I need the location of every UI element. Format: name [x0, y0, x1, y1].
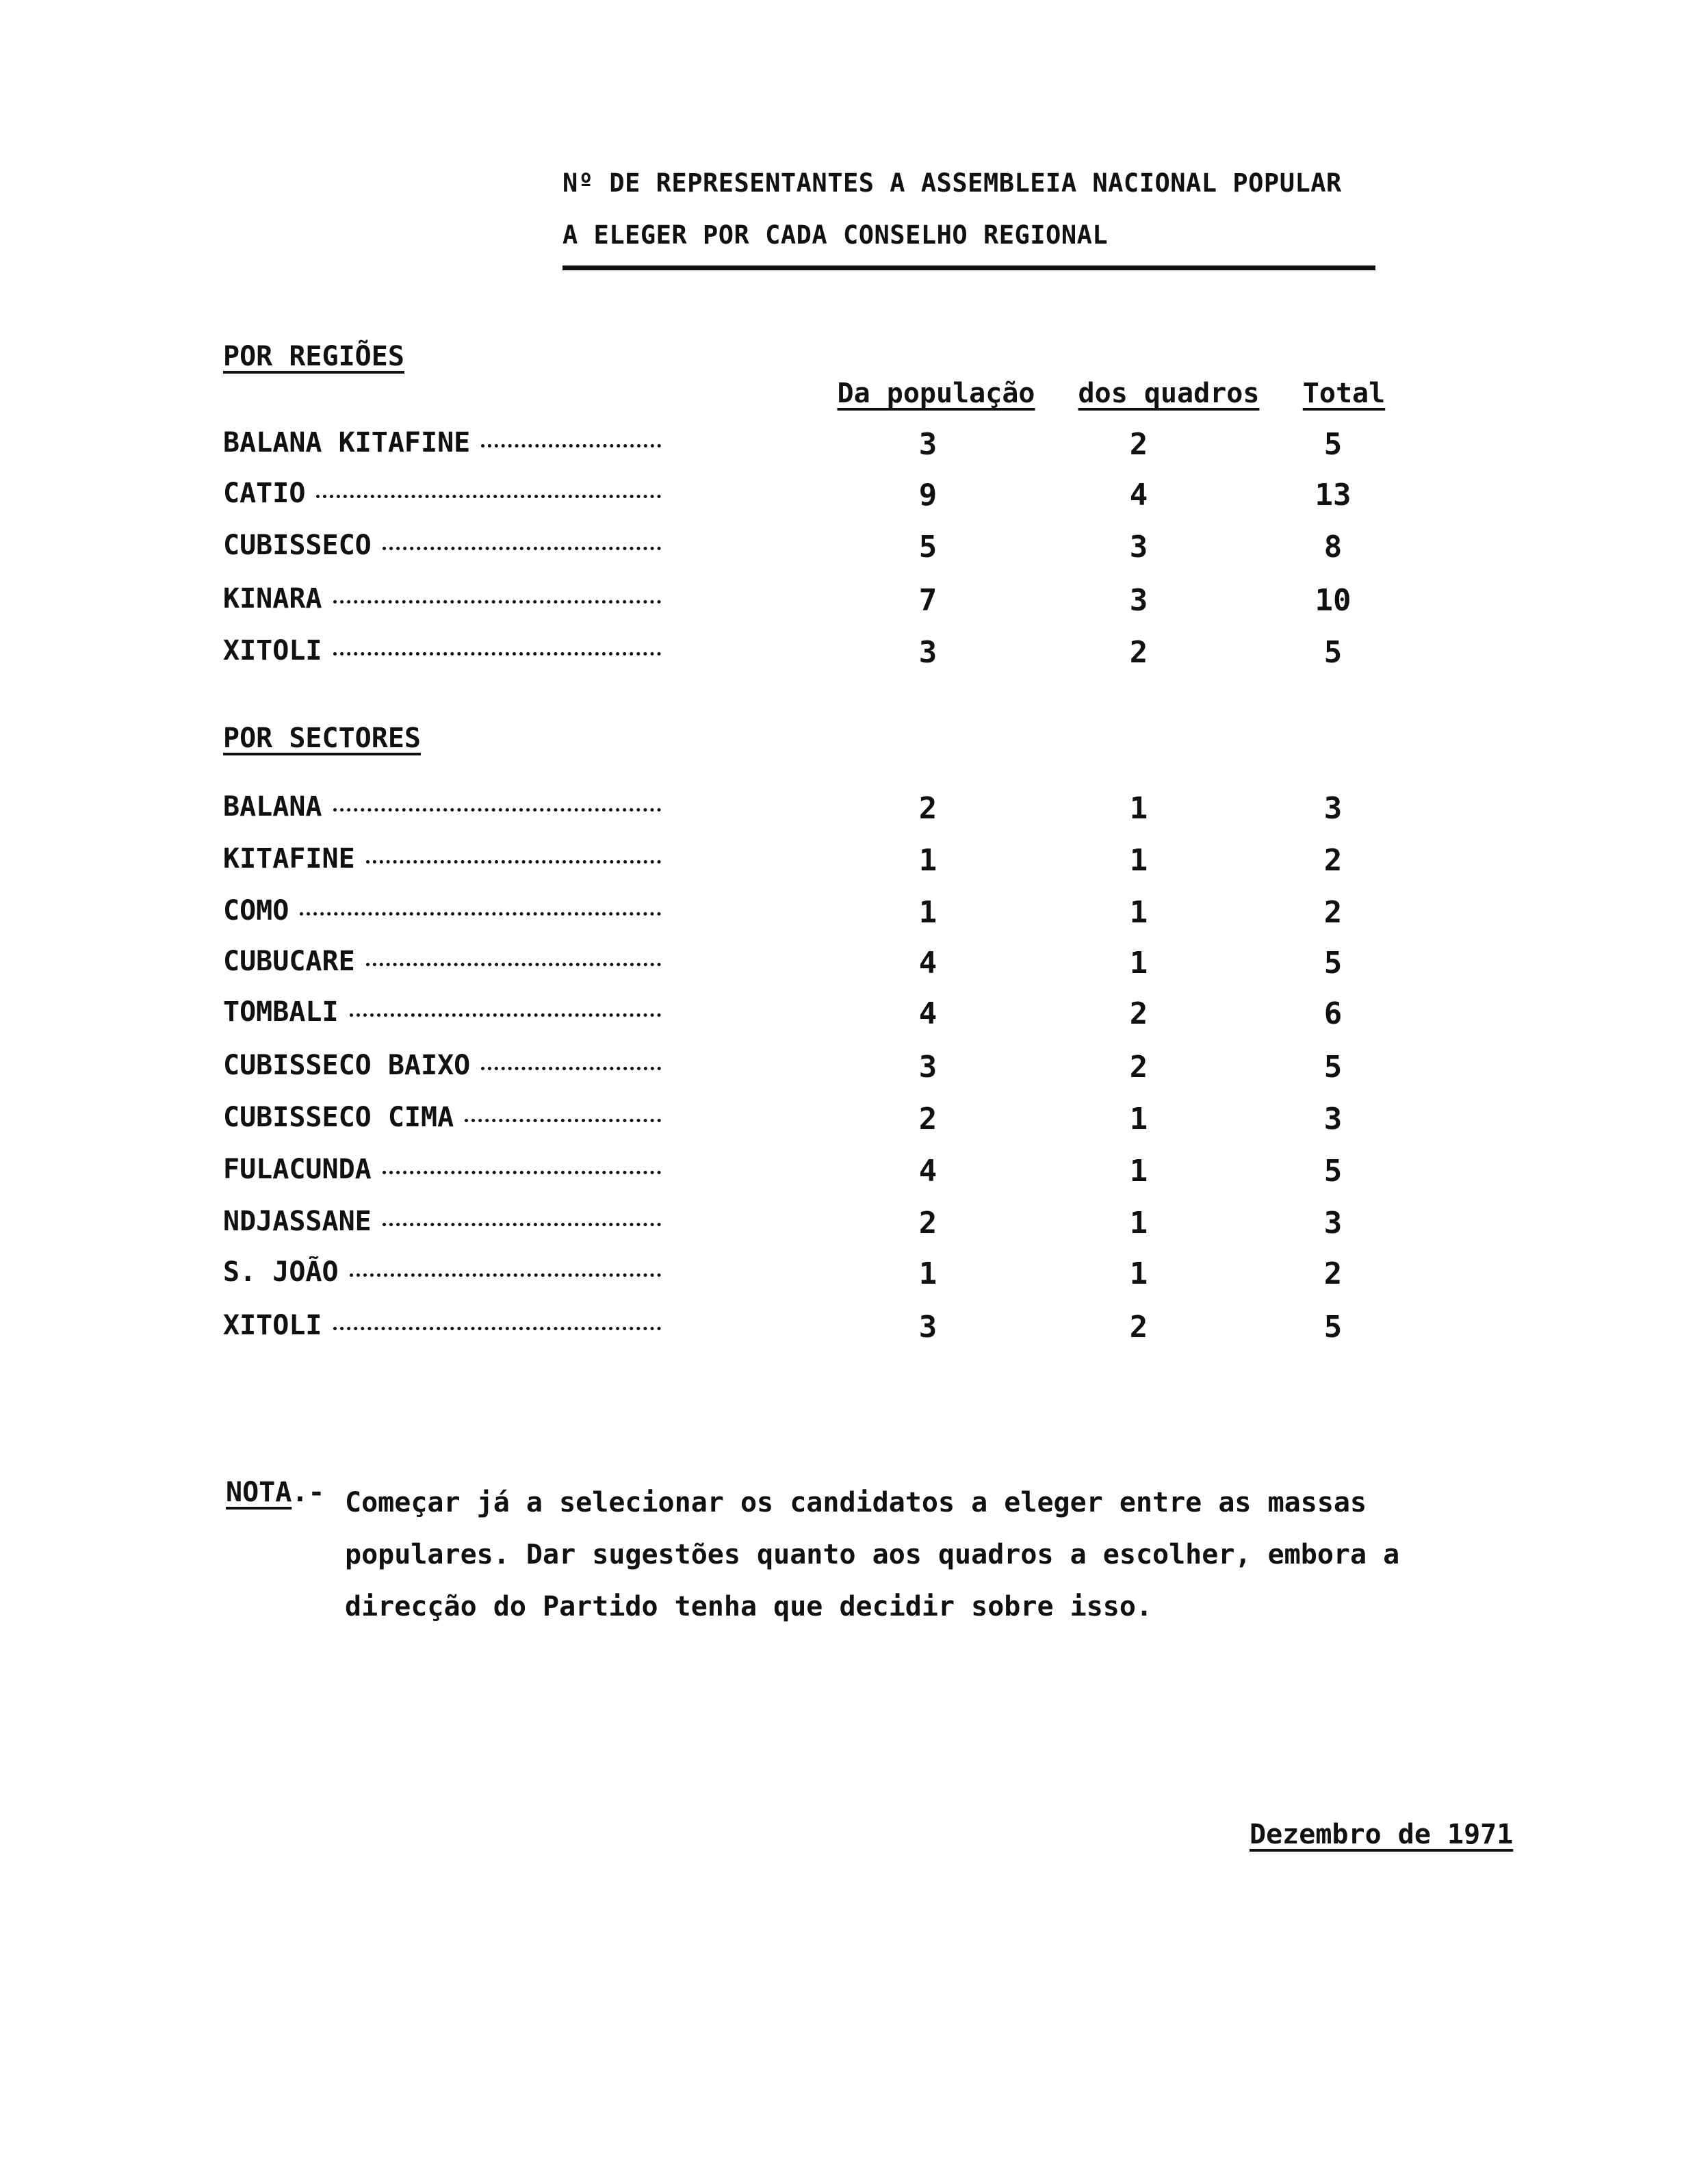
column-header-total: Total [1302, 378, 1386, 409]
cell-populacao: 2 [918, 791, 937, 826]
cell-total: 2 [1323, 843, 1343, 878]
row-label [223, 1206, 661, 1237]
note-label: NOTA [226, 1477, 292, 1508]
row-name: COMO [223, 895, 289, 927]
cell-total: 3 [1323, 791, 1343, 826]
dot-leader [333, 600, 662, 604]
column-header-quadros: dos quadros [1078, 378, 1260, 409]
cell-quadros: 2 [1129, 996, 1148, 1031]
row-label [223, 946, 661, 977]
cell-quadros: 1 [1129, 1154, 1148, 1189]
row-label [223, 1310, 661, 1341]
row-name: NDJASSANE [223, 1206, 372, 1237]
cell-total: 6 [1323, 996, 1343, 1031]
note-separator: .- [292, 1477, 325, 1508]
row-label [223, 791, 661, 823]
table-row [0, 1310, 1708, 1351]
cell-populacao: 1 [918, 843, 937, 878]
cell-total: 5 [1323, 635, 1343, 670]
cell-quadros: 1 [1129, 1102, 1148, 1137]
cell-quadros: 2 [1129, 427, 1148, 462]
table-row [0, 1154, 1708, 1195]
row-label [223, 996, 661, 1028]
table-row [0, 791, 1708, 832]
row-label [223, 843, 661, 875]
cell-quadros: 2 [1129, 1310, 1148, 1345]
row-label [223, 1256, 661, 1288]
dot-leader [350, 1013, 661, 1017]
title-underline-rule [562, 265, 1375, 270]
row-label [223, 1102, 661, 1133]
cell-total: 2 [1323, 1256, 1343, 1291]
table-row [0, 1050, 1708, 1091]
row-name: XITOLI [223, 635, 322, 666]
table-row [0, 996, 1708, 1037]
row-label [223, 635, 661, 666]
cell-total: 10 [1315, 583, 1351, 618]
row-name: XITOLI [223, 1310, 322, 1341]
cell-total: 8 [1323, 530, 1343, 565]
cell-quadros: 1 [1129, 1256, 1148, 1291]
section-heading-regioes: POR REGIÕES [223, 341, 404, 372]
row-label [223, 895, 661, 927]
cell-quadros: 3 [1129, 583, 1148, 618]
table-row [0, 1102, 1708, 1143]
cell-populacao: 5 [918, 530, 937, 565]
row-name: CUBISSECO [223, 530, 372, 561]
dot-leader [383, 1171, 661, 1174]
cell-total: 3 [1323, 1102, 1343, 1137]
cell-quadros: 1 [1129, 895, 1148, 930]
cell-quadros: 1 [1129, 791, 1148, 826]
table-row [0, 895, 1708, 936]
cell-quadros: 2 [1129, 1050, 1148, 1085]
cell-total: 13 [1315, 478, 1351, 513]
document-title-line-2: A ELEGER POR CADA CONSELHO REGIONAL [562, 220, 1109, 250]
cell-populacao: 2 [918, 1206, 937, 1241]
note-prefix [226, 1477, 325, 1508]
dot-leader [481, 444, 661, 448]
row-name: TOMBALI [223, 996, 339, 1028]
row-name: S. JOÃO [223, 1256, 339, 1288]
dot-leader [465, 1119, 661, 1122]
cell-total: 3 [1323, 1206, 1343, 1241]
dot-leader [333, 1327, 662, 1330]
cell-quadros: 4 [1129, 478, 1148, 513]
row-name: BALANA [223, 791, 322, 823]
note-text: Começar já a selecionar os candidatos a eleger entre as massas populares. Dar sugestões quanto aos quadros a escolher, embora a direcção do Partido tenha que decidir sobre isso. [345, 1487, 1400, 1622]
section-heading-sectores: POR SECTORES [223, 723, 421, 754]
dot-leader [366, 860, 661, 864]
cell-populacao: 4 [918, 996, 937, 1031]
table-row [0, 635, 1708, 676]
cell-quadros: 1 [1129, 946, 1148, 981]
cell-quadros: 1 [1129, 1206, 1148, 1241]
dot-leader [300, 912, 661, 916]
cell-populacao: 2 [918, 1102, 937, 1137]
cell-total: 5 [1323, 427, 1343, 462]
cell-total: 5 [1323, 1154, 1343, 1189]
row-name: CUBISSECO CIMA [223, 1102, 454, 1133]
row-name: CUBISSECO BAIXO [223, 1050, 471, 1081]
cell-total: 5 [1323, 1050, 1343, 1085]
dot-leader [383, 1223, 661, 1226]
cell-populacao: 3 [918, 635, 937, 670]
cell-populacao: 4 [918, 1154, 937, 1189]
cell-total: 2 [1323, 895, 1343, 930]
row-label [223, 478, 661, 509]
table-row [0, 1206, 1708, 1247]
cell-populacao: 3 [918, 427, 937, 462]
row-name: KINARA [223, 583, 322, 614]
dot-leader [383, 547, 661, 550]
row-label [223, 427, 661, 458]
dot-leader [481, 1067, 661, 1070]
row-label [223, 1154, 661, 1185]
document-title-line-1: Nº DE REPRESENTANTES A ASSEMBLEIA NACIONAL POPULAR [562, 168, 1342, 198]
table-row [0, 583, 1708, 624]
table-row [0, 478, 1708, 519]
cell-total: 5 [1323, 1310, 1343, 1345]
dot-leader [316, 495, 661, 498]
cell-quadros: 1 [1129, 843, 1148, 878]
row-label [223, 530, 661, 561]
document-date: Dezembro de 1971 [1250, 1819, 1514, 1850]
table-row [0, 530, 1708, 571]
row-label [223, 583, 661, 614]
cell-populacao: 7 [918, 583, 937, 618]
cell-populacao: 9 [918, 478, 937, 513]
row-name: CUBUCARE [223, 946, 355, 977]
cell-populacao: 4 [918, 946, 937, 981]
table-row [0, 427, 1708, 468]
table-row [0, 946, 1708, 987]
cell-total: 5 [1323, 946, 1343, 981]
row-name: CATIO [223, 478, 306, 509]
row-label [223, 1050, 661, 1081]
cell-populacao: 3 [918, 1050, 937, 1085]
row-name: FULACUNDA [223, 1154, 372, 1185]
cell-populacao: 3 [918, 1310, 937, 1345]
cell-quadros: 2 [1129, 635, 1148, 670]
column-header-populacao: Da população [837, 378, 1035, 409]
dot-leader [333, 652, 662, 656]
table-row [0, 843, 1708, 884]
dot-leader [333, 808, 662, 812]
table-row [0, 1256, 1708, 1297]
row-name: BALANA KITAFINE [223, 427, 471, 458]
cell-quadros: 3 [1129, 530, 1148, 565]
row-name: KITAFINE [223, 843, 355, 875]
dot-leader [350, 1273, 661, 1277]
cell-populacao: 1 [918, 1256, 937, 1291]
dot-leader [366, 963, 661, 966]
cell-populacao: 1 [918, 895, 937, 930]
